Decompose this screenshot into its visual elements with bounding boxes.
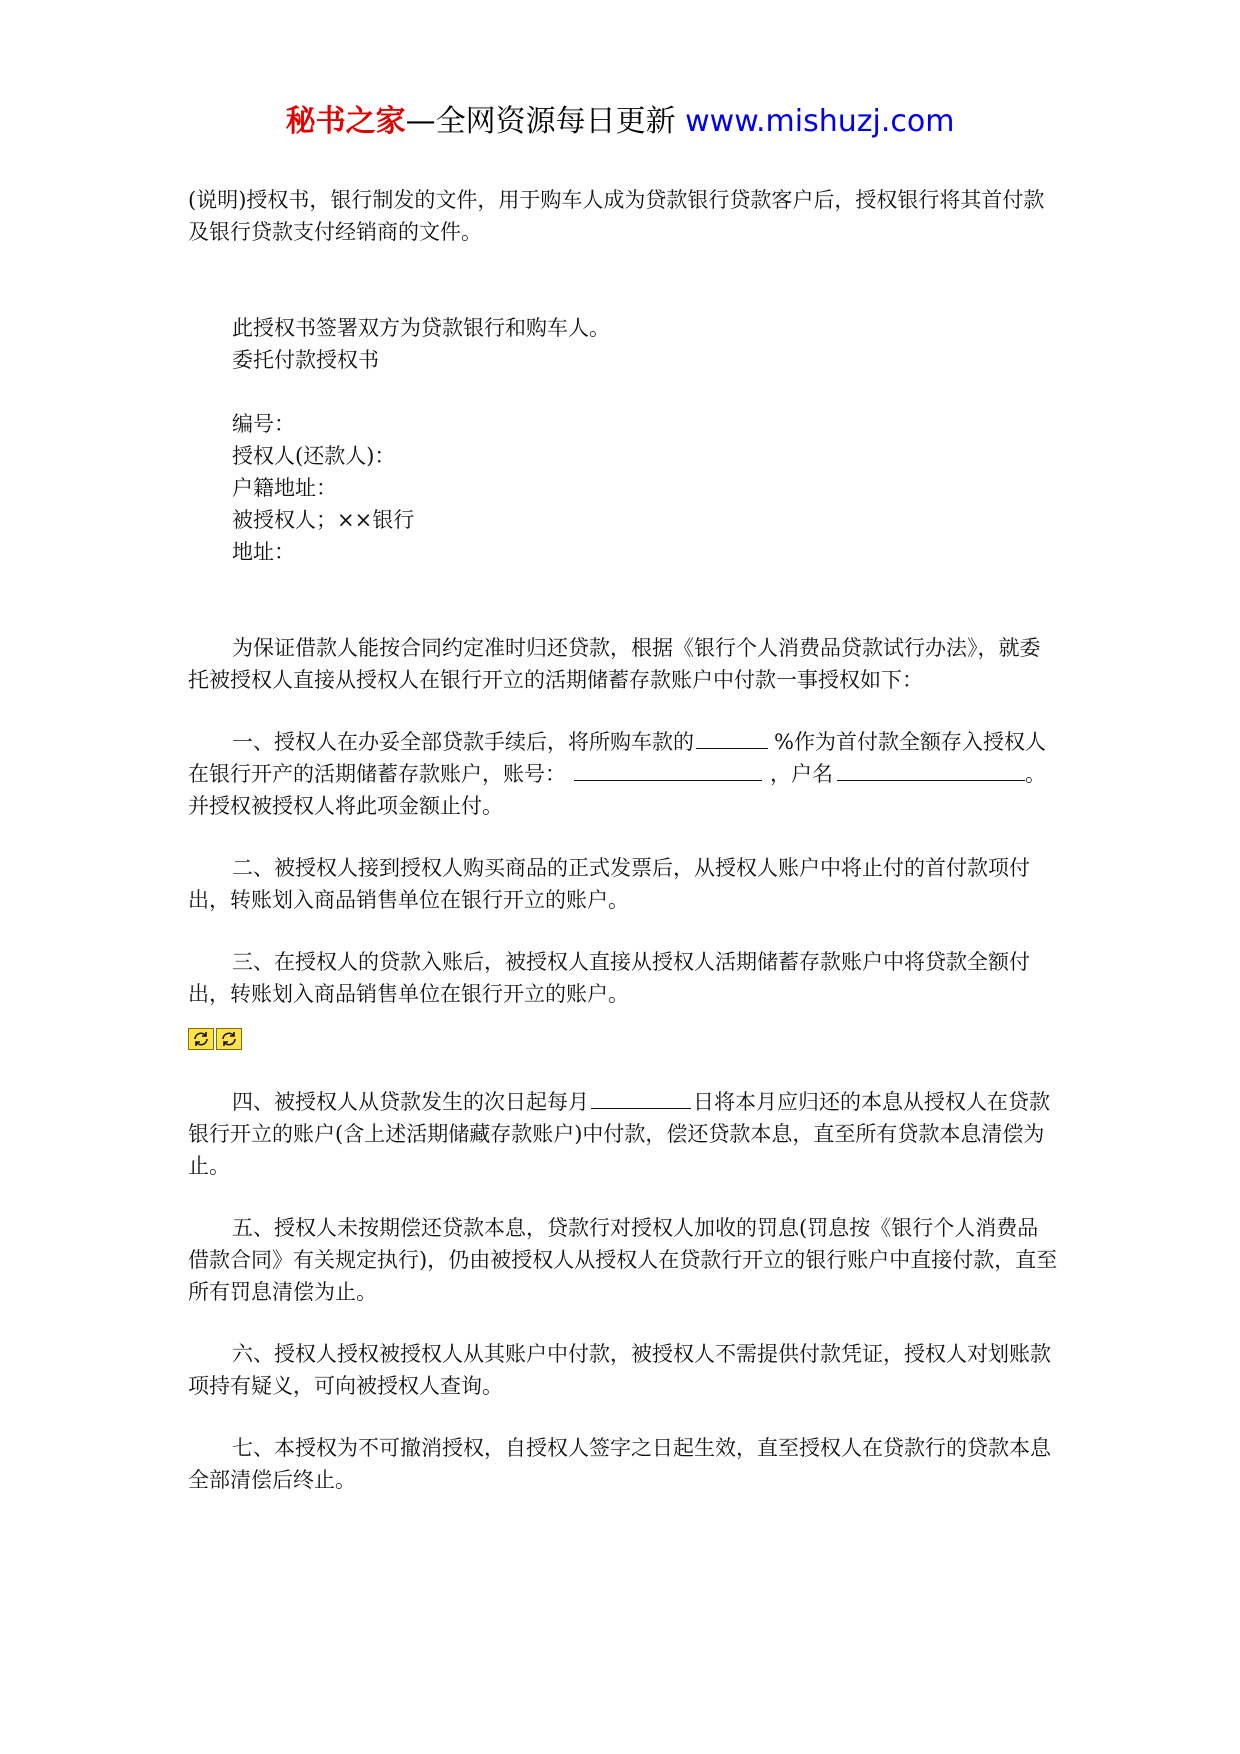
clause-1-text-c: ，户名: [770, 762, 833, 786]
clause-1-text-a: 一、授权人在办妥全部贷款手续后，将所购车款的: [232, 730, 694, 754]
clause-4-text-a: 四、被授权人从贷款发生的次日起每月: [232, 1090, 589, 1114]
clause-1: [188, 726, 1058, 822]
clause-2: 二、被授权人接到授权人购买商品的正式发票后，从授权人账户中将止付的首付款项付出，转账划入商品销售单位在银行开立的账户。: [188, 856, 1030, 912]
clause-3: 三、在授权人的贷款入账后，被授权人直接从授权人活期储蓄存款账户中将贷款全额付出，转账划入商品销售单位在银行开立的账户。: [188, 950, 1030, 1006]
site-header: [0, 102, 1240, 142]
brand-name: 秘书之家: [285, 104, 406, 139]
header-slogan: —全网资源每日更新: [405, 104, 686, 139]
site-link[interactable]: www.mishuzj.com: [685, 104, 955, 139]
account-name-blank: [837, 758, 1025, 781]
clause-7: 七、本授权为不可撤消授权，自授权人签字之日起生效，直至授权人在贷款行的贷款本息全部清偿后终止。: [188, 1436, 1051, 1492]
clause-1-text-b: %作为首付款全额存入授权人在银行开产的活期储蓄存款账户，账号：: [188, 730, 1046, 786]
account-number-blank: [574, 758, 762, 781]
field-household-address: 户籍地址：: [232, 476, 337, 500]
refresh-icon[interactable]: [188, 1028, 214, 1050]
clause-5: 五、授权人未按期偿还贷款本息，贷款行对授权人加收的罚息(罚息按《银行个人消费品借款合同》有关规定执行)，仍由被授权人从授权人在贷款行开立的银行账户中直接付款，直至所有罚息清偿为止。: [188, 1216, 1058, 1304]
clause-1-text-d: 。并授权被授权人将此项金额止付。: [188, 762, 1046, 818]
document-body: [188, 184, 1058, 1496]
intro-paragraph: (说明)授权书，银行制发的文件，用于购车人成为贷款银行贷款客户后，授权银行将其首付款及银行贷款支付经销商的文件。: [188, 188, 1045, 244]
clause-4: [188, 1086, 1058, 1182]
document-title: 委托付款授权书: [232, 348, 379, 372]
refresh-icon[interactable]: [216, 1028, 242, 1050]
parties-note: 此授权书签署双方为贷款银行和购车人。: [232, 316, 610, 340]
clause-6: 六、授权人授权被授权人从其账户中付款，被授权人不需提供付款凭证，授权人对划账款项持有疑义，可向被授权人查询。: [188, 1342, 1051, 1398]
monthly-date-blank: [591, 1086, 691, 1109]
down-payment-percent-blank: [696, 726, 768, 749]
field-address: 地址：: [232, 540, 295, 564]
field-grantor: 授权人(还款人)：: [232, 444, 396, 468]
field-grantee: 被授权人；××银行: [232, 508, 415, 532]
icon-row: [188, 1028, 1058, 1050]
field-number: 编号：: [232, 412, 295, 436]
preamble-paragraph: 为保证借款人能按合同约定准时归还贷款，根据《银行个人消费品贷款试行办法》，就委托被授权人直接从授权人在银行开立的活期储蓄存款账户中付款一事授权如下：: [188, 636, 1041, 692]
clause-4-text-b: 日将本月应归还的本息从授权人在贷款银行开立的账户(含上述活期储藏存款账户)中付款，偿还贷款本息，直至所有贷款本息清偿为止。: [188, 1090, 1050, 1178]
